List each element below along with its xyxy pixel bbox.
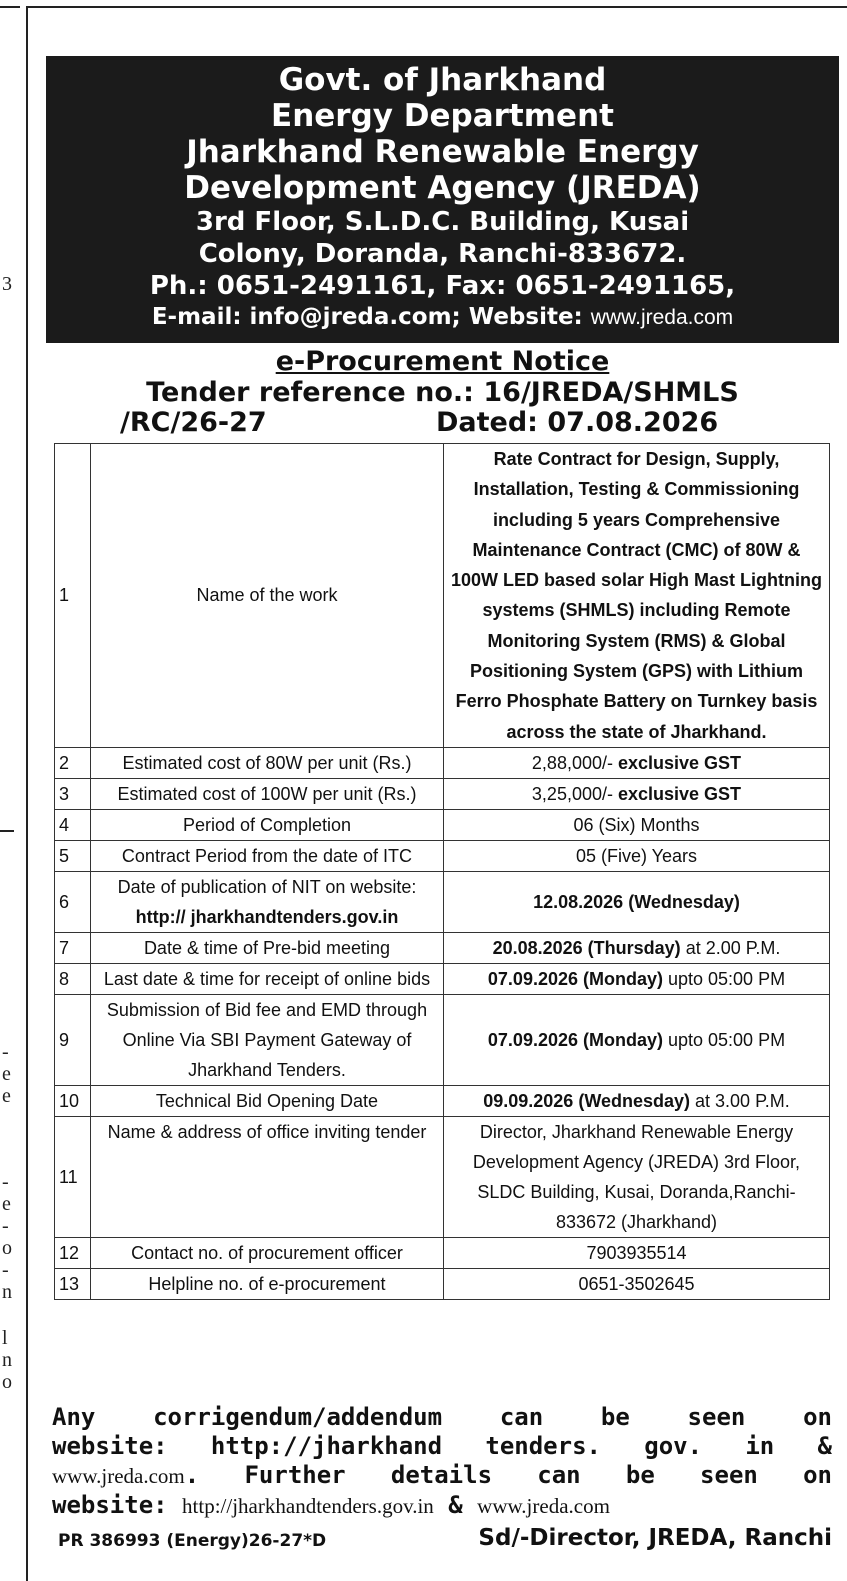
row-number: 8: [55, 963, 91, 994]
column-divider-mid: [0, 830, 14, 832]
table-row: [55, 932, 830, 963]
row-label: Contract Period from the date of ITC: [91, 840, 444, 871]
table-row: [55, 809, 830, 840]
tender-reference: Tender reference no.: 16/JREDA/SHMLS: [146, 377, 739, 408]
margin-fragment: n: [2, 1281, 12, 1303]
tender-reference-suffix: /RC/26-27: [120, 407, 267, 438]
row-label: Name of the work: [91, 444, 444, 748]
jreda-website-link[interactable]: www.jreda.com: [477, 1494, 610, 1518]
office-address: Director, Jharkhand Renewable Energy Development Agency (JREDA) 3rd Floor, SLDC Building, Kusai, Doranda,Ranchi- 833672 (Jharkhand): [444, 1116, 830, 1237]
row-number: 5: [55, 840, 91, 871]
address-line-1: 3rd Floor, S.L.D.C. Building, Kusai: [195, 207, 690, 237]
email-website-line: [46, 302, 839, 333]
govt-line: Govt. of Jharkhand: [278, 62, 607, 98]
pr-code: PR 386993 (Energy)26-27*D: [58, 1531, 327, 1551]
tender-details-table: [54, 443, 830, 1300]
cost-note: exclusive GST: [612, 783, 742, 804]
row-number: 7: [55, 932, 91, 963]
further-details-text: . Further details can be seen on: [184, 1461, 832, 1489]
row-label: [91, 871, 444, 932]
row-label: Contact no. of procurement officer: [91, 1237, 444, 1268]
date-value: 07.09.2026 (Monday): [487, 1029, 663, 1050]
table-row: [55, 778, 830, 809]
cost-amount: 3,25,000/-: [531, 783, 613, 804]
row-label: Name & address of office inviting tender: [91, 1116, 444, 1237]
department-header: [46, 56, 839, 343]
table-row: [55, 963, 830, 994]
work-description: Rate Contract for Design, Supply, Installation, Testing & Commissioning including 5 years Comprehensive Maintenance Contract (CMC) of 80W & 100W LED based solar High Mast Lightning systems (SHMLS) including Remote Monitoring System (RMS) & Global Positioning System (GPS) with Lithium Ferro Phosphate Battery on Turnkey basis across the state of Jharkhand.: [444, 444, 830, 748]
margin-fragment: l: [2, 1327, 8, 1349]
address-line-2: Colony, Doranda, Ranchi-833672.: [198, 239, 687, 269]
margin-fragment: -: [2, 1259, 9, 1281]
notice-heading: [46, 346, 839, 438]
signature-text: Sd/-Director, JREDA, Ranchi: [478, 1525, 832, 1551]
margin-fragment: -: [2, 1171, 9, 1193]
table-row: [55, 994, 830, 1085]
margin-fragment: -: [2, 1041, 9, 1063]
signature-line: [52, 1525, 832, 1559]
margin-fragment: -: [2, 1215, 9, 1237]
row-value: 05 (Five) Years: [444, 840, 830, 871]
ampersand: &: [448, 1491, 463, 1519]
row-number: 4: [55, 809, 91, 840]
phone-fax-line: Ph.: 0651-2491161, Fax: 0651-2491165,: [149, 271, 736, 301]
row-label-text: Date of publication of NIT on website:: [117, 876, 417, 897]
corrigendum-line: Any corrigendum/addendum can be seen on: [52, 1403, 832, 1431]
contact-number: 7903935514: [444, 1237, 830, 1268]
row-label: Date & time of Pre-bid meeting: [91, 932, 444, 963]
row-number: 1: [55, 444, 91, 748]
row-value: 06 (Six) Months: [444, 809, 830, 840]
row-number: 6: [55, 871, 91, 932]
margin-fragment: 3: [2, 273, 12, 295]
table-row: [55, 840, 830, 871]
agency-line-1: Jharkhand Renewable Energy: [186, 134, 699, 170]
row-label: Helpline no. of e-procurement: [91, 1268, 444, 1299]
margin-fragment: e: [2, 1193, 11, 1215]
table-row: [55, 1237, 830, 1268]
row-label: Submission of Bid fee and EMD through Online Via SBI Payment Gateway of Jharkhand Tenders.: [91, 994, 444, 1085]
row-number: 3: [55, 778, 91, 809]
website-label: website:: [52, 1491, 168, 1519]
cost-note: exclusive GST: [612, 752, 742, 773]
department-line: Energy Department: [271, 98, 614, 134]
row-value: [444, 932, 830, 963]
row-value: [444, 1085, 830, 1116]
time-value: upto 05:00 PM: [662, 1029, 786, 1050]
row-number: 13: [55, 1268, 91, 1299]
margin-fragment: o: [2, 1371, 12, 1393]
date-value: 20.08.2026 (Thursday): [492, 937, 681, 958]
margin-fragment: e: [2, 1085, 11, 1107]
date-value: 09.09.2026 (Wednesday): [483, 1090, 691, 1111]
row-label: Estimated cost of 100W per unit (Rs.): [91, 778, 444, 809]
tenders-website-link[interactable]: http:// jharkhandtenders.gov.in: [135, 906, 399, 927]
time-value: at 2.00 P.M.: [680, 937, 781, 958]
time-value: at 3.00 P.M.: [690, 1090, 790, 1111]
row-label: Technical Bid Opening Date: [91, 1085, 444, 1116]
table-row: [55, 871, 830, 932]
margin-fragment: e: [2, 1063, 11, 1085]
row-value: [444, 778, 830, 809]
notice-title: e-Procurement Notice: [275, 346, 610, 377]
notice-date: Dated: 07.08.2026: [436, 407, 719, 438]
row-number: 12: [55, 1237, 91, 1268]
row-number: 10: [55, 1085, 91, 1116]
agency-line-2: Development Agency (JREDA): [184, 170, 701, 206]
row-value: 12.08.2026 (Wednesday): [444, 871, 830, 932]
jreda-website-link[interactable]: www.jreda.com: [52, 1464, 185, 1488]
row-value: [444, 747, 830, 778]
margin-fragment: n: [2, 1349, 12, 1371]
margin-fragment: o: [2, 1237, 12, 1259]
row-label: Last date & time for receipt of online bids: [91, 963, 444, 994]
time-value: upto 05:00 PM: [662, 968, 786, 989]
column-divider-top: [0, 6, 20, 8]
cost-amount: 2,88,000/-: [531, 752, 613, 773]
table-row: [55, 747, 830, 778]
tenders-portal-link[interactable]: http://jharkhandtenders.gov.in: [182, 1494, 434, 1518]
further-details-line: [52, 1461, 832, 1491]
row-label: Estimated cost of 80W per unit (Rs.): [91, 747, 444, 778]
table-row: [55, 1085, 830, 1116]
website-links-line: [52, 1491, 832, 1521]
table-row: [55, 444, 830, 748]
row-value: [444, 994, 830, 1085]
row-number: 11: [55, 1116, 91, 1237]
row-label: Period of Completion: [91, 809, 444, 840]
date-value: 07.09.2026 (Monday): [487, 968, 663, 989]
helpline-number: 0651-3502645: [444, 1268, 830, 1299]
row-value: [444, 963, 830, 994]
corrigendum-website-line: website: http://jharkhand tenders. gov. in &: [52, 1432, 832, 1460]
table-row: [55, 1268, 830, 1299]
row-number: 2: [55, 747, 91, 778]
left-margin-column: [0, 0, 20, 1581]
email-text: E-mail: info@jreda.com; Website:: [151, 304, 583, 330]
notice-footer: [52, 1403, 832, 1559]
website-link[interactable]: www.jreda.com: [590, 306, 734, 329]
tender-reference-continued: [46, 408, 839, 438]
row-number: 9: [55, 994, 91, 1085]
table-row: [55, 1116, 830, 1237]
